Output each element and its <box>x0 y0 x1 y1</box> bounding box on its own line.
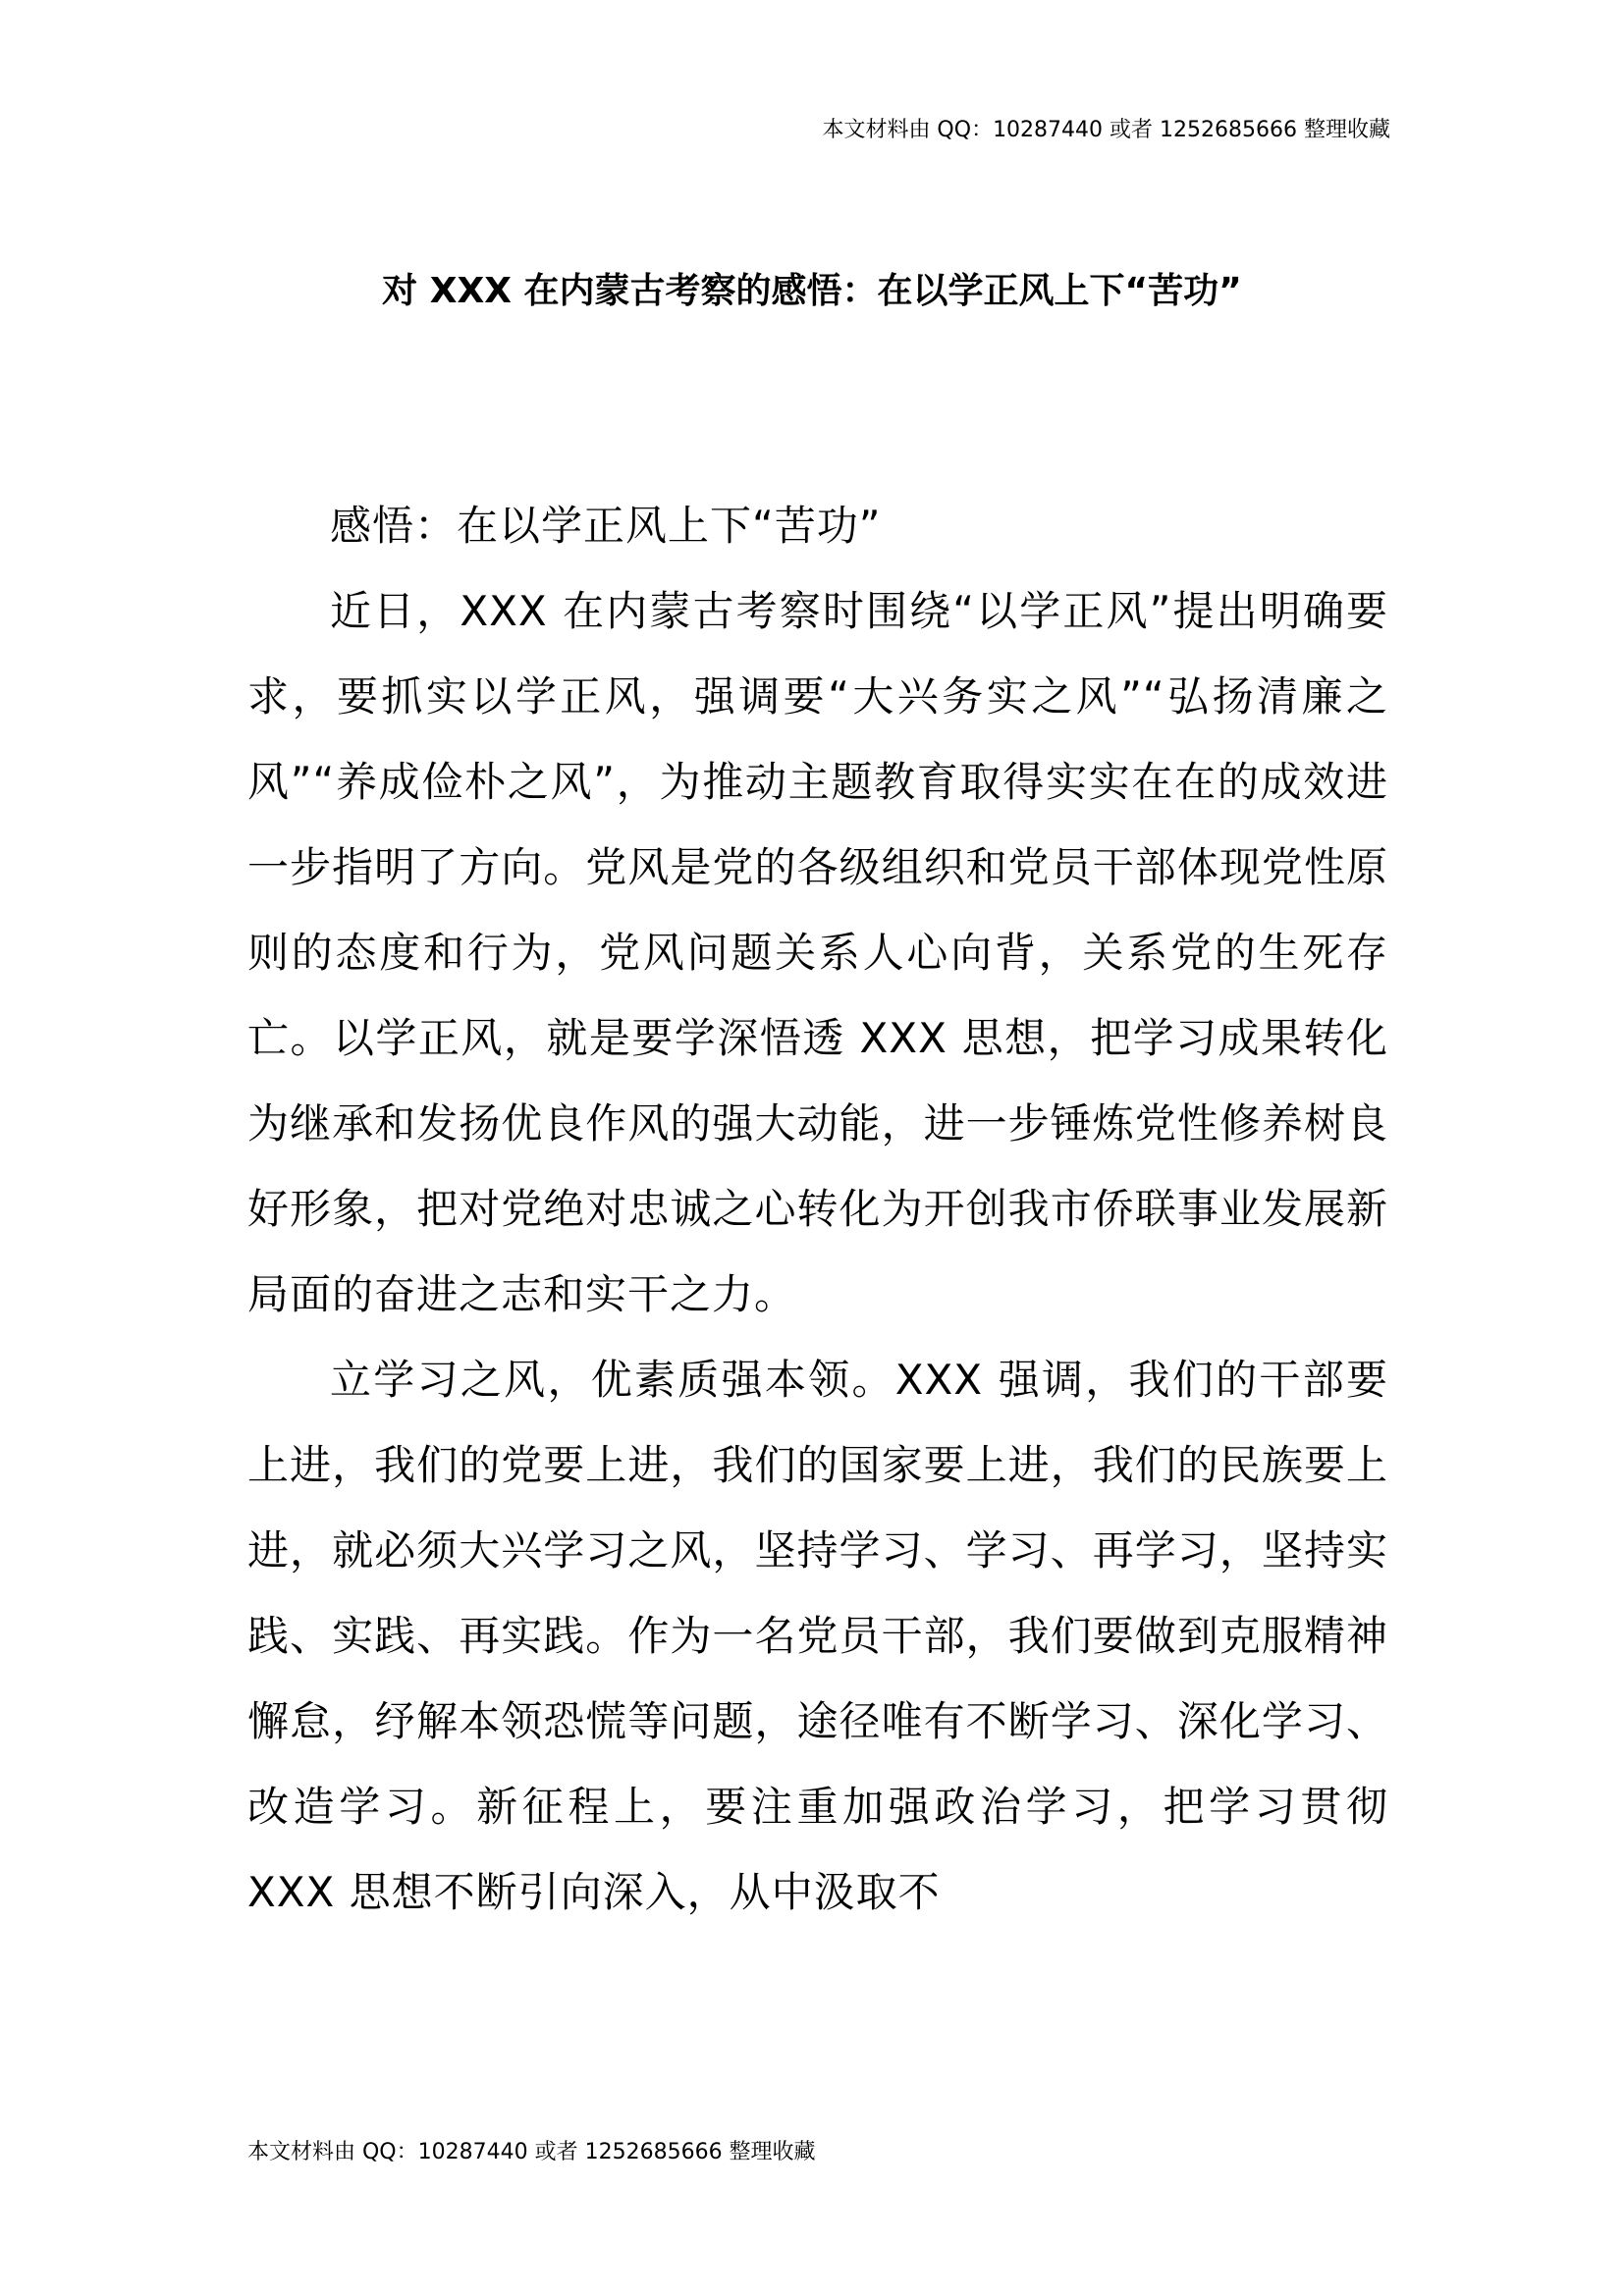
header-note: 本文材料由 QQ：10287440 或者 1252685666 整理收藏 <box>822 118 1390 142</box>
document-title: 对 XXX 在内蒙古考察的感悟：在以学正风上下“苦功” <box>382 271 1242 312</box>
paragraph-subtitle: 感悟：在以学正风上下“苦功” <box>330 502 882 550</box>
paragraph-learning: 立学习之风，优素质强本领。XXX 强调，我们的干部要上进，我们的党要上进，我们的国家要上进，我们的民族要上进，就必须大兴学习之风，坚持学习、学习、再学习，坚持实践、实践、再实践。作为一名党员干部，我们要做到克服精神懈怠，纾解本领恐慌等问题，途径唯有不断学习、深化学习、改造学习。新征程上，要注重加强政治学习，把学习贯彻 XXX 思想不断引向深入，从中汲取不 <box>247 1356 1388 1916</box>
paragraph-intro: 近日，XXX 在内蒙古考察时围绕“以学正风”提出明确要求，要抓实以学正风，强调要“大兴务实之风”“弘扬清廉之风”“养成俭朴之风”，为推动主题教育取得实实在在的成效进一步指明了方向。党风是党的各级组织和党员干部体现党性原则的态度和行为，党风问题关系人心向背，关系党的生死存亡。以学正风，就是要学深悟透 XXX 思想，把学习成果转化为继承和发扬优良作风的强大动能，进一步锤炼党性修养树良好形象，把对党绝对忠诚之心转化为开创我市侨联事业发展新局面的奋进之志和实干之力。 <box>247 587 1388 1318</box>
document-body <box>247 483 1388 1935</box>
footer-note: 本文材料由 QQ：10287440 或者 1252685666 整理收藏 <box>247 2140 816 2164</box>
